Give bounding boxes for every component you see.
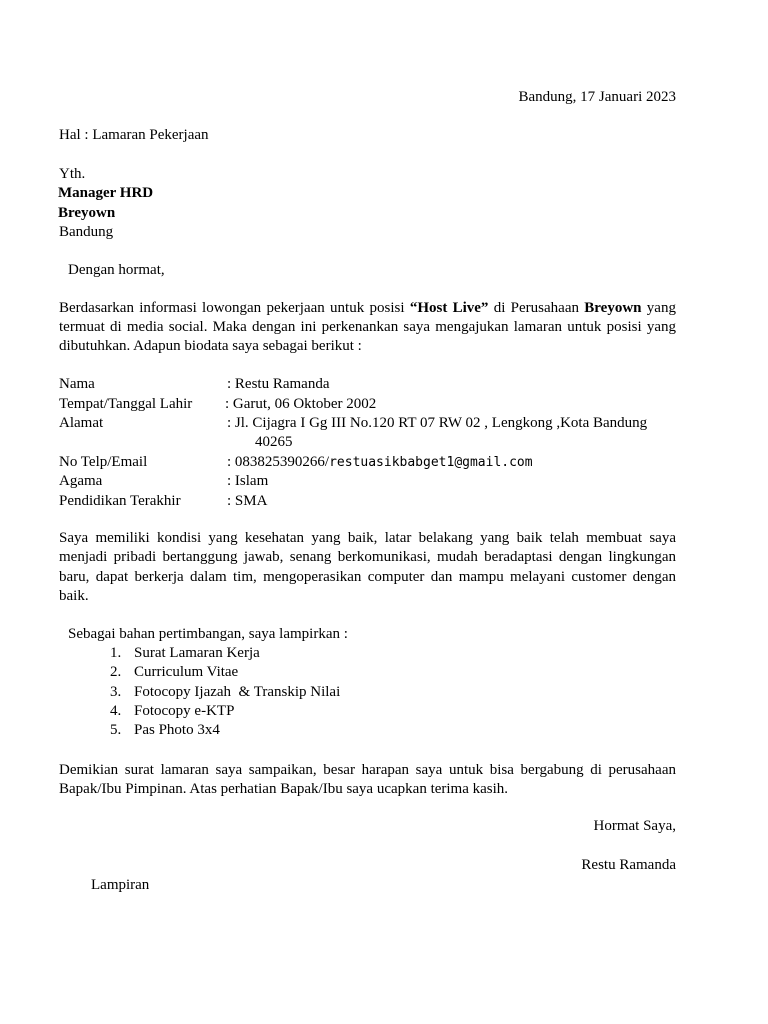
recipient-salutation: Yth. bbox=[59, 166, 86, 182]
bio-education-value: : SMA bbox=[227, 493, 268, 509]
bio-religion-value: : Islam bbox=[227, 473, 269, 489]
bio-phone-number: : 083825390266/ bbox=[227, 454, 330, 470]
recipient-company: Breyown bbox=[58, 205, 116, 221]
bio-address-label: Alamat bbox=[59, 415, 104, 431]
intro-company: Breyown bbox=[584, 300, 642, 316]
letter-subject: Hal : Lamaran Pekerjaan bbox=[59, 127, 209, 143]
attachment-footer-label: Lampiran bbox=[91, 877, 150, 893]
self-description-line-3: baru, dapat berkerja dalam tim, mengoperasikan computer dan mampu melayani customer dengan bbox=[59, 569, 676, 585]
attachment-item: Curriculum Vitae bbox=[134, 664, 239, 680]
attachment-number: 5. bbox=[110, 722, 122, 738]
signature-name: Restu Ramanda bbox=[581, 857, 676, 873]
bio-birth-value: : Garut, 06 Oktober 2002 bbox=[225, 396, 377, 412]
attachment-item: Surat Lamaran Kerja bbox=[134, 645, 260, 661]
attachment-item: Fotocopy Ijazah & Transkip Nilai bbox=[134, 684, 341, 700]
bio-religion-label: Agama bbox=[59, 473, 103, 489]
attachments-intro: Sebagai bahan pertimbangan, saya lampirkan : bbox=[68, 626, 348, 642]
bio-name-label: Nama bbox=[59, 376, 95, 392]
self-description-line-4: baik. bbox=[59, 588, 89, 604]
bio-phone-label: No Telp/Email bbox=[59, 454, 148, 470]
sign-off: Hormat Saya, bbox=[593, 818, 676, 834]
attachment-item: Fotocopy e-KTP bbox=[134, 703, 235, 719]
letter-date: Bandung, 17 Januari 2023 bbox=[518, 89, 676, 105]
intro-text: di Perusahaan bbox=[488, 300, 585, 316]
bio-birth-label: Tempat/Tanggal Lahir bbox=[59, 396, 193, 412]
bio-phone-value bbox=[227, 453, 533, 472]
bio-address-value-line-1: : Jl. Cijagra I Gg III No.120 RT 07 RW 02 , Lengkong ,Kota Bandung bbox=[227, 415, 648, 431]
attachment-item: Pas Photo 3x4 bbox=[134, 722, 220, 738]
bio-email: restuasikbabget1@gmail.com bbox=[329, 455, 533, 470]
bio-name-value: : Restu Ramanda bbox=[227, 376, 330, 392]
attachment-number: 1. bbox=[110, 645, 122, 661]
attachment-number: 4. bbox=[110, 703, 122, 719]
intro-text: Berdasarkan informasi lowongan pekerjaan untuk posisi bbox=[59, 300, 410, 316]
greeting: Dengan hormat, bbox=[68, 262, 165, 278]
intro-position: “Host Live” bbox=[409, 300, 489, 316]
recipient-city: Bandung bbox=[59, 224, 114, 240]
intro-line-3: dibutuhkan. Adapun biodata saya sebagai berikut : bbox=[59, 338, 362, 354]
intro-line-2: termuat di media social. Maka dengan ini perkenankan saya mengajukan lamaran untuk posisi yang bbox=[59, 319, 676, 335]
intro-text: yang bbox=[641, 300, 676, 316]
bio-address-value-line-2: 40265 bbox=[255, 434, 293, 450]
self-description-line-1: Saya memiliki kondisi yang kesehatan yang baik, latar belakang yang baik telah membuat saya bbox=[59, 530, 676, 546]
closing-line-2: Bapak/Ibu Pimpinan. Atas perhatian Bapak/Ibu saya ucapkan terima kasih. bbox=[59, 781, 509, 797]
recipient-title: Manager HRD bbox=[58, 185, 154, 201]
intro-line-1 bbox=[59, 299, 676, 318]
attachment-number: 2. bbox=[110, 664, 122, 680]
attachment-number: 3. bbox=[110, 684, 122, 700]
bio-education-label: Pendidikan Terakhir bbox=[59, 493, 181, 509]
self-description-line-2: menjadi pribadi bertanggung jawab, senang berkomunikasi, mudah beradaptasi dengan lingkungan bbox=[59, 549, 676, 565]
closing-line-1: Demikian surat lamaran saya sampaikan, besar harapan saya untuk bisa bergabung di perusahaan bbox=[59, 762, 676, 778]
